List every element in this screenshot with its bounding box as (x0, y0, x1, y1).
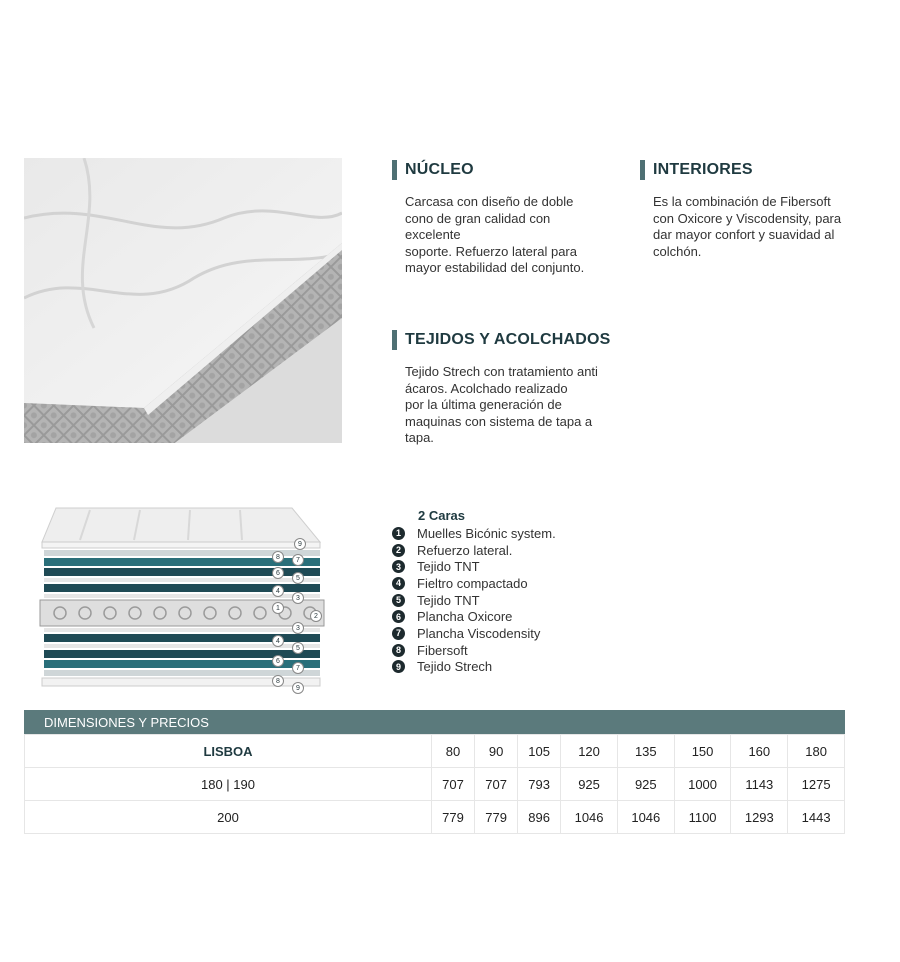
legend-label: Fieltro compactado (417, 575, 528, 591)
mattress-illustration (24, 158, 342, 451)
section-bar (640, 160, 645, 180)
section-bar (392, 330, 397, 350)
section-bar (392, 160, 397, 180)
legend-number: 6 (392, 610, 405, 623)
price-cell: 1000 (674, 768, 731, 801)
price-cell: 1293 (731, 801, 788, 834)
width-cell: 135 (617, 735, 674, 768)
legend-number: 3 (392, 560, 405, 573)
legend-label: Muelles Bicónic system. (417, 525, 556, 541)
section-tejidos-heading (392, 330, 642, 350)
width-cell: 160 (731, 735, 788, 768)
price-cell: 707 (475, 768, 518, 801)
section-tejidos-title: TEJIDOS Y ACOLCHADOS (405, 331, 611, 348)
width-cell: 120 (561, 735, 618, 768)
layer-marker: 9 (294, 538, 306, 550)
layer-marker: 7 (292, 554, 304, 566)
legend-label: Tejido Strech (417, 659, 493, 675)
price-cell: 1100 (674, 801, 731, 834)
layer-marker: 7 (292, 662, 304, 674)
price-cell: 779 (432, 801, 475, 834)
legend-item (392, 625, 556, 642)
legend-number: 1 (392, 527, 405, 540)
legend-item (392, 642, 556, 659)
price-cell: 925 (617, 768, 674, 801)
section-tejidos-text: Tejido Strech con tratamiento anti ácaros. Acolchado realizado por la última generación de maquinas con sistema de tapa a tapa. (405, 364, 598, 445)
width-cell: 180 (788, 735, 845, 768)
legend-label: Plancha Viscodensity (417, 625, 541, 641)
section-interiores (640, 160, 880, 260)
layer-marker: 2 (310, 610, 322, 622)
legend-label: Tejido TNT (417, 592, 480, 608)
mattress-photo (24, 158, 342, 451)
price-cell: 896 (518, 801, 561, 834)
table-row (25, 801, 845, 834)
legend-label: Tejido TNT (417, 559, 480, 575)
price-cell: 1143 (731, 768, 788, 801)
legend-item (392, 558, 556, 575)
layer-marker: 1 (272, 602, 284, 614)
layer-marker: 6 (272, 567, 284, 579)
legend-number: 4 (392, 577, 405, 590)
legend-number: 7 (392, 627, 405, 640)
layer-marker: 3 (292, 592, 304, 604)
price-cell: 1275 (788, 768, 845, 801)
layer-marker: 3 (292, 622, 304, 634)
section-tejidos (392, 330, 642, 447)
legend-title: 2 Caras (418, 508, 465, 523)
table-row (25, 768, 845, 801)
price-cell: 1046 (617, 801, 674, 834)
layer-marker: 6 (272, 655, 284, 667)
legend-item (392, 575, 556, 592)
legend-item (392, 542, 556, 559)
price-grid (24, 734, 845, 834)
layer-marker: 4 (272, 635, 284, 647)
layer-marker: 5 (292, 642, 304, 654)
layer-marker: 9 (292, 682, 304, 694)
length-cell: 200 (25, 801, 432, 834)
price-cell: 707 (432, 768, 475, 801)
width-cell: 80 (432, 735, 475, 768)
layer-markers-core (272, 602, 322, 622)
section-interiores-title: INTERIORES (653, 161, 753, 178)
table-header-row (25, 735, 845, 768)
section-nucleo-heading (392, 160, 622, 180)
layer-marker: 8 (272, 675, 284, 687)
price-cell: 1046 (561, 801, 618, 834)
section-nucleo-title: NÚCLEO (405, 161, 474, 178)
layer-marker: 5 (292, 572, 304, 584)
price-cell: 793 (518, 768, 561, 801)
legend-number: 9 (392, 660, 405, 673)
length-cell: 180 | 190 (25, 768, 432, 801)
section-nucleo-text: Carcasa con diseño de doble cono de gran calidad con excelente soporte. Refuerzo lateral para mayor estabilidad del conjunto. (405, 194, 585, 275)
legend-item (392, 608, 556, 625)
section-interiores-text: Es la combinación de Fibersoft con Oxicore y Viscodensity, para dar mayor confort y suavidad al colchón. (653, 194, 842, 259)
width-cell: 105 (518, 735, 561, 768)
legend-label: Fibersoft (417, 642, 468, 658)
price-cell: 925 (561, 768, 618, 801)
layers-diagram (30, 500, 340, 690)
layer-markers-top (272, 538, 306, 604)
price-table (24, 710, 845, 834)
legend-label: Refuerzo lateral. (417, 542, 513, 558)
legend-item (392, 525, 556, 542)
legend-label: Plancha Oxicore (417, 609, 513, 625)
layer-marker: 4 (272, 585, 284, 597)
width-cell: 150 (674, 735, 731, 768)
legend-item (392, 659, 556, 676)
price-cell: 779 (475, 801, 518, 834)
section-interiores-heading (640, 160, 880, 180)
layers-legend (392, 508, 556, 675)
section-nucleo (392, 160, 622, 277)
legend-item (392, 592, 556, 609)
price-cell: 1443 (788, 801, 845, 834)
layer-markers-bottom (272, 622, 304, 694)
legend-number: 5 (392, 594, 405, 607)
legend-number: 2 (392, 544, 405, 557)
layer-marker: 8 (272, 551, 284, 563)
width-cell: 90 (475, 735, 518, 768)
model-name: LISBOA (25, 735, 432, 768)
price-table-heading: DIMENSIONES Y PRECIOS (24, 710, 845, 734)
legend-number: 8 (392, 644, 405, 657)
